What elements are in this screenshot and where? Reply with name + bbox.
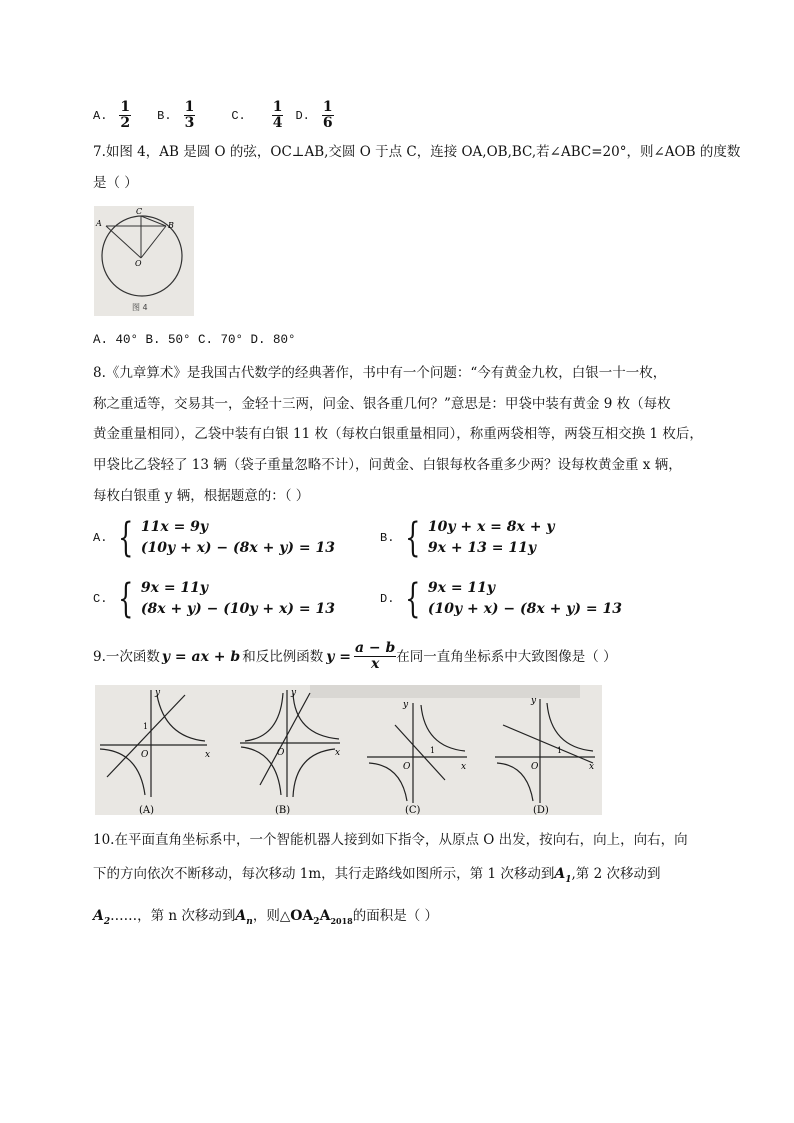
q10-a1: $A_1$	[554, 866, 572, 885]
q10-line3	[93, 906, 438, 932]
q6-option-d-value: $\frac{1}{6}$	[322, 99, 333, 131]
q9-graph-b-o: O	[277, 748, 285, 758]
q6-options	[93, 100, 334, 131]
q8-line5: 每枚白银重 y 辆，根据题意的：（ ）	[93, 488, 310, 504]
q9-suffix: 在同一直角坐标系中大致图像是（ ）	[396, 648, 617, 665]
q9-graph-a-caption: (A)	[139, 805, 155, 815]
q6-option-b-value: $\frac{1}{3}$	[184, 99, 195, 131]
q9-graph-b-caption: (B)	[275, 805, 291, 815]
q9-graphs-photo	[95, 685, 602, 815]
q8-option-b-eq2: 9x + 13 = 11y	[427, 540, 537, 556]
q10-line3-post: 的面积是（ ）	[352, 908, 438, 924]
q8-option-c	[93, 578, 335, 620]
q7-text-line1: 7.如图 4，AB 是圆 O 的弦，OC⊥AB,交圆 O 于点 C，连接 OA,OB,BC,若∠ABC=20°，则∠AOB 的度数	[93, 144, 741, 160]
q9-graph-c-y: y	[403, 700, 409, 710]
q8-option-c-brace: {	[118, 576, 134, 622]
q9-graph-b-x: x	[335, 748, 341, 758]
q10-line3-mid2: ，则△	[252, 908, 291, 924]
q10-line2	[93, 864, 660, 890]
q8-line3: 黄金重量相同），乙袋中装有白银 11 枚（每枚白银重量相同），称重两袋相等，两袋互相交换 1 枚后，	[93, 426, 703, 442]
q9-graph-d	[495, 696, 595, 815]
q7-text-line2: 是（ ）	[93, 175, 138, 191]
q8-option-a-brace: {	[118, 515, 134, 561]
q9-graph-c-caption: (C)	[405, 805, 421, 815]
q9-graph-c-o: O	[403, 762, 411, 772]
q8-option-d	[380, 578, 622, 620]
q9-inverse-fraction: $\frac{a - b}{x}$	[354, 640, 396, 672]
q7-circle-figure	[94, 206, 194, 316]
q6-option-c-value: $\frac{1}{4}$	[272, 99, 283, 131]
q8-option-b	[380, 517, 554, 559]
q8-option-b-label: B.	[380, 531, 395, 545]
q10-line1: 10.在平面直角坐标系中，一个智能机器人接到如下指令，从原点 O 出发，按向右，向上，向右，向	[93, 832, 688, 848]
q8-option-a-eq2: (10y + x) − (8x + y) = 13	[140, 540, 335, 556]
q9-graph-b-y: y	[291, 688, 297, 698]
q8-option-c-label: C.	[93, 592, 108, 606]
q9-y-equals: y =	[326, 648, 351, 665]
q8-option-b-brace: {	[405, 515, 421, 561]
q8-option-d-eq2: (10y + x) − (8x + y) = 13	[427, 601, 622, 617]
q9-prefix: 9.一次函数	[93, 648, 160, 665]
q9-graph-d-y: y	[531, 696, 537, 706]
q8-option-a	[93, 517, 335, 559]
q6-option-d-label: D.	[295, 108, 310, 123]
q9-graph-a-x: x	[205, 750, 211, 760]
q6-option-a-label: A.	[93, 108, 108, 123]
q9-graph-d-tick: 1	[557, 746, 563, 755]
q7-figure-caption: 图 4	[132, 303, 148, 312]
q9-mid: 和反比例函数	[242, 648, 324, 665]
q6-option-b-label: B.	[157, 108, 172, 123]
q9-text	[93, 641, 617, 672]
q9-graph-a	[100, 688, 210, 815]
q9-graph-d-x: x	[589, 762, 595, 772]
q6-option-c-label: C.	[231, 108, 246, 123]
q7-options: A. 40° B. 50° C. 70° D. 80°	[93, 333, 296, 347]
q7-label-o: O	[135, 259, 142, 268]
q9-graph-c-tick: 1	[430, 746, 436, 755]
q8-option-c-eq1: 9x = 11y	[140, 580, 209, 596]
q8-line4: 甲袋比乙袋轻了 13 辆（袋子重量忽略不计），问黄金、白银每枚各重多少两？设每枚黄金重 x 辆，	[93, 457, 682, 473]
q9-graph-b	[240, 688, 340, 815]
q8-option-a-eq1: 11x = 9y	[140, 519, 209, 535]
q10-a2: $A_2$	[93, 908, 111, 927]
q6-option-a-value: $\frac{1}{2}$	[120, 99, 131, 131]
q10-triangle: $OA_2A_{2018}$	[290, 908, 353, 927]
q10-line2-mid: ,第 2 次移动到	[571, 866, 661, 882]
q9-graph-a-o: O	[141, 750, 149, 760]
q8-line1: 8.《九章算术》是我国古代数学的经典著作，书中有一个问题：“今有黄金九枚，白银一十一枚，	[93, 365, 667, 381]
q10-line3-mid: ……，第 n 次移动到	[110, 908, 236, 924]
q9-graph-a-tick: 1	[143, 722, 149, 731]
q9-graph-c	[367, 700, 467, 815]
q8-option-b-eq1: 10y + x = 8x + y	[427, 519, 555, 535]
q8-option-d-eq1: 9x = 11y	[427, 580, 496, 596]
q7-label-c: C	[136, 207, 143, 216]
q8-option-d-brace: {	[405, 576, 421, 622]
q10-line2-pre: 下的方向依次不断移动，每次移动 1m，其行走路线如图所示，第 1 次移动到	[93, 866, 555, 882]
q9-graph-c-x: x	[461, 762, 467, 772]
q8-option-c-eq2: (8x + y) − (10y + x) = 13	[140, 601, 335, 617]
q7-label-a: A	[96, 219, 102, 228]
q9-graph-d-caption: (D)	[533, 805, 549, 815]
q9-graph-a-y: y	[155, 688, 161, 698]
q10-an: $A_n$	[235, 908, 253, 927]
q8-option-a-label: A.	[93, 531, 108, 545]
q8-option-d-label: D.	[380, 592, 395, 606]
q9-linear-function: y = ax + b	[161, 648, 241, 665]
q7-label-b: B	[168, 221, 174, 230]
q8-line2: 称之重适等，交易其一，金轻十三两，问金、银各重几何？”意思是：甲袋中装有黄金 9 枚（每枚	[93, 396, 671, 412]
q9-graph-d-o: O	[531, 762, 539, 772]
